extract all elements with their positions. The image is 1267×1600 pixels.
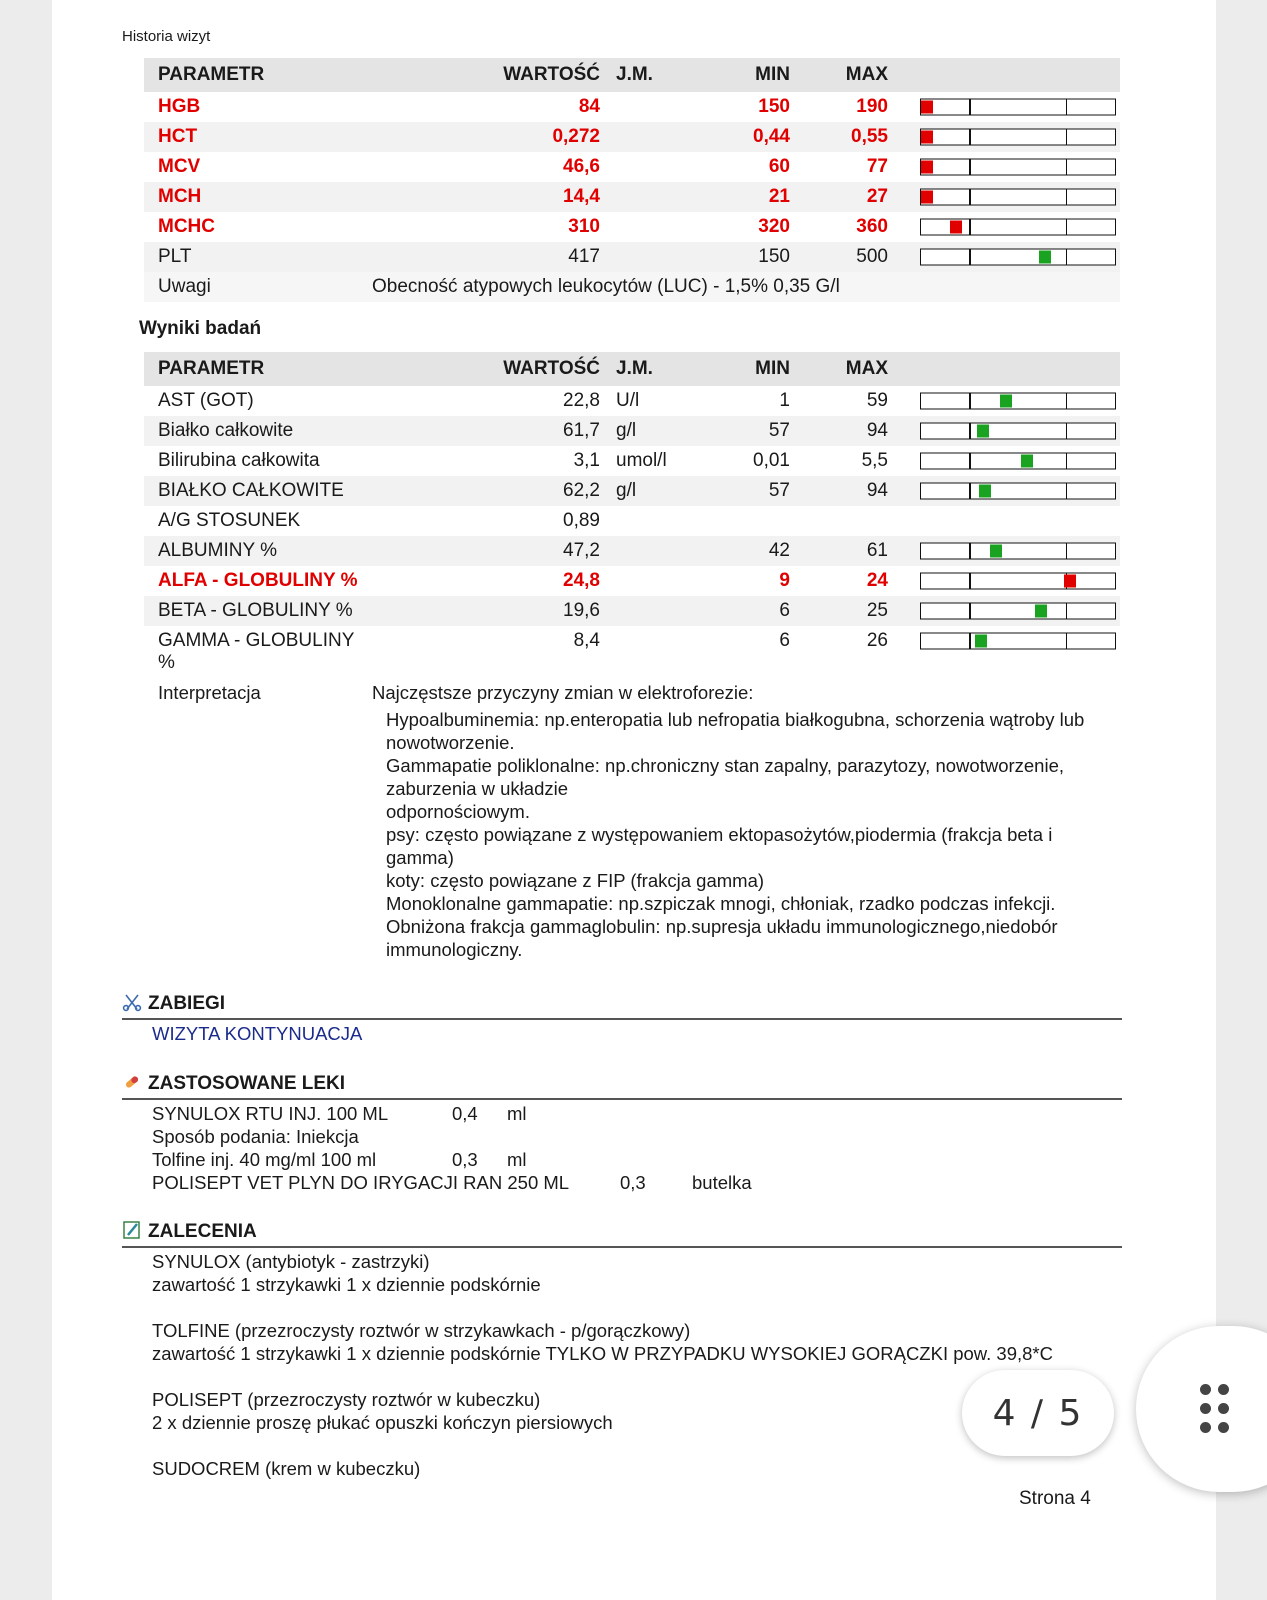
param-min: 1 (779, 390, 790, 411)
range-marker (1064, 575, 1076, 588)
range-tick (1066, 220, 1068, 235)
range-bar (920, 159, 1116, 176)
param-name: MCHC (158, 216, 215, 237)
range-tick (1066, 604, 1068, 619)
drug-qty: 0,3 (452, 1149, 478, 1170)
drug-name: SYNULOX RTU INJ. 100 ML (152, 1103, 389, 1124)
range-tick (969, 130, 971, 145)
recommendation-line: POLISEPT (przezroczysty roztwór w kubeczku) (152, 1389, 541, 1410)
col-unit: J.M. (616, 64, 653, 85)
param-min: 320 (758, 216, 790, 237)
param-max: 59 (866, 390, 888, 411)
param-value: 19,6 (563, 600, 600, 621)
range-tick (969, 484, 971, 499)
table-row (144, 566, 1120, 596)
param-min: 6 (779, 600, 790, 621)
param-max: 5,5 (861, 450, 888, 471)
range-bar (920, 453, 1116, 470)
range-bar (920, 219, 1116, 236)
param-min: 0,01 (753, 450, 790, 471)
param-max: 25 (866, 600, 888, 621)
table-row (144, 506, 1120, 536)
param-name: PLT (158, 246, 192, 267)
range-marker (1039, 251, 1051, 264)
range-bar (920, 423, 1116, 440)
col-min: MIN (755, 358, 790, 379)
param-name: MCH (158, 186, 202, 207)
page-indicator[interactable]: 4 / 5 (962, 1370, 1114, 1456)
interp-line: Obniżona frakcja gammaglobulin: np.supresja układu immunologicznego,niedobór (386, 916, 1058, 937)
range-marker (1021, 455, 1033, 468)
param-max: 0,55 (851, 126, 888, 147)
range-bar (920, 573, 1116, 590)
param-min: 150 (758, 96, 790, 117)
param-value: 47,2 (563, 540, 600, 561)
param-name: BETA - GLOBULINY % (158, 600, 353, 621)
interp-line: Hypoalbuminemia: np.enteropatia lub nefropatia białkogubna, schorzenia wątroby lub (386, 709, 1085, 730)
table-row (144, 386, 1120, 416)
range-tick (969, 394, 971, 409)
param-value: 417 (568, 246, 600, 267)
table-row (144, 152, 1120, 182)
recommendations-title: ZALECENIA (148, 1221, 257, 1242)
scissors-icon (122, 992, 144, 1017)
range-tick (969, 220, 971, 235)
param-value: 84 (578, 96, 600, 117)
param-value: 22,8 (563, 390, 600, 411)
param-name: Białko całkowite (158, 420, 294, 441)
col-max: MAX (845, 358, 888, 379)
table-row (144, 446, 1120, 476)
param-unit: g/l (616, 420, 637, 441)
interp-line: koty: często powiązane z FIP (frakcja gamma) (386, 870, 765, 891)
range-tick (1066, 394, 1068, 409)
interp-line: odpornościowym. (386, 801, 530, 822)
param-name: HCT (158, 126, 198, 147)
drug-item (152, 1102, 1122, 1125)
drug-item (152, 1125, 1122, 1148)
document-page (52, 0, 1216, 1600)
interp-line: nowotworzenie. (386, 732, 515, 753)
range-marker (921, 101, 933, 114)
interp-line: Monoklonalne gammapatie: np.szpiczak mnogi, chłoniak, rzadko podczas infekcji. (386, 893, 1056, 914)
param-name: ALBUMINY % (158, 540, 277, 561)
param-max: 360 (856, 216, 888, 237)
interp-lines (386, 708, 1106, 961)
range-marker (950, 221, 962, 234)
table-row (144, 596, 1120, 626)
table-row (144, 122, 1120, 152)
range-bar (920, 249, 1116, 266)
param-name: MCV (158, 156, 201, 177)
range-tick (969, 604, 971, 619)
drug-qty: 0,3 (620, 1172, 646, 1193)
table-row (144, 416, 1120, 446)
param-name: A/G STOSUNEK (158, 510, 301, 531)
col-min: MIN (755, 64, 790, 85)
col-value: WARTOŚĆ (503, 64, 600, 85)
col-max: MAX (845, 64, 888, 85)
param-name: GAMMA - GLOBULINY % (158, 630, 355, 673)
drug-item (152, 1148, 1122, 1171)
range-tick (969, 160, 971, 175)
param-value: 0,89 (563, 510, 600, 531)
param-value: 0,272 (552, 126, 600, 147)
param-value: 3,1 (573, 450, 600, 471)
param-value: 62,2 (563, 480, 600, 501)
param-value: 310 (568, 216, 600, 237)
param-name: HGB (158, 96, 201, 117)
param-min: 9 (779, 570, 790, 591)
param-unit: umol/l (616, 450, 667, 471)
section-title-results: Wyniki badań (139, 318, 262, 339)
range-tick (1066, 424, 1068, 439)
range-bar (920, 99, 1116, 116)
range-bar (920, 633, 1116, 650)
table-row (144, 626, 1120, 678)
drug-name: Tolfine inj. 40 mg/ml 100 ml (152, 1149, 377, 1170)
param-min: 57 (768, 480, 790, 501)
param-unit: U/l (616, 390, 640, 411)
recommendation-line: SYNULOX (antybiotyk - zastrzyki) (152, 1251, 430, 1272)
table-row (144, 212, 1120, 242)
param-name: AST (GOT) (158, 390, 254, 411)
range-marker (979, 485, 991, 498)
drug-item (152, 1171, 1122, 1194)
interp-line: psy: często powiązane z występowaniem ektopasożytów,piodermia (frakcja beta i (386, 824, 1053, 845)
note-edit-icon (122, 1220, 144, 1245)
interp-line: gamma) (386, 847, 454, 868)
param-value: 61,7 (563, 420, 600, 441)
notes-label: Uwagi (158, 276, 211, 297)
param-value: 24,8 (563, 570, 600, 591)
recommendation-line: zawartość 1 strzykawki 1 x dziennie podskórnie (152, 1274, 541, 1295)
range-tick (1066, 544, 1068, 559)
notes-text: Obecność atypowych leukocytów (LUC) - 1,5% 0,35 G/l (372, 276, 840, 297)
range-bar (920, 393, 1116, 410)
param-max: 500 (856, 246, 888, 267)
table-row (144, 476, 1120, 506)
recommendation-line (152, 1296, 1122, 1319)
table-row (144, 536, 1120, 566)
col-value: WARTOŚĆ (503, 358, 600, 379)
interp-label: Interpretacja (158, 682, 261, 703)
pill-icon (122, 1072, 144, 1097)
param-max: 94 (866, 420, 888, 441)
range-tick (1066, 100, 1068, 115)
range-tick (969, 634, 971, 649)
drug-qty: 0,4 (452, 1103, 478, 1124)
range-tick (969, 190, 971, 205)
hematology-table (144, 58, 1120, 302)
param-max: 61 (866, 540, 888, 561)
drug-qty (452, 1125, 507, 1148)
recommendation-line: SUDOCREM (krem w kubeczku) (152, 1458, 421, 1479)
interp-line: Gammapatie poliklonalne: np.chroniczny stan zapalny, parazytozy, nowotworzenie, (386, 755, 1065, 776)
range-tick (1066, 250, 1068, 265)
col-unit: J.M. (616, 358, 653, 379)
table-header (144, 352, 1120, 386)
range-marker (1035, 605, 1047, 618)
range-bar (920, 129, 1116, 146)
range-tick (1066, 190, 1068, 205)
procedures-title: ZABIEGI (148, 993, 226, 1014)
param-value: 46,6 (563, 156, 600, 177)
page-number: Strona 4 (1019, 1488, 1091, 1509)
param-min: 0,44 (753, 126, 790, 147)
param-name: BIAŁKO CAŁKOWITE (158, 480, 344, 501)
procedures-section (122, 992, 1122, 1045)
param-max: 26 (866, 630, 888, 651)
drug-unit: butelka (692, 1172, 752, 1193)
range-marker (921, 131, 933, 144)
param-min: 21 (768, 186, 790, 207)
col-param: PARAMETR (158, 64, 265, 85)
recommendation-line: 2 x dziennie proszę płukać opuszki kończyn piersiowych (152, 1412, 613, 1433)
range-tick (1066, 634, 1068, 649)
param-min: 6 (779, 630, 790, 651)
range-marker (977, 425, 989, 438)
range-marker (921, 191, 933, 204)
page-title: Historia wizyt (122, 28, 211, 45)
recommendation-line: TOLFINE (przezroczysty roztwór w strzykawkach - p/gorączkowy) (152, 1320, 691, 1341)
param-max: 190 (856, 96, 888, 117)
param-value: 14,4 (563, 186, 600, 207)
col-param: PARAMETR (158, 358, 265, 379)
range-tick (1066, 454, 1068, 469)
drug-unit: ml (507, 1103, 527, 1124)
param-unit: g/l (616, 480, 637, 501)
range-bar (920, 543, 1116, 560)
table-row (144, 92, 1120, 122)
interp-heading: Najczęstsze przyczyny zmian w elektroforezie: (372, 682, 754, 703)
interp-line: immunologiczny. (386, 939, 523, 960)
recommendation-line: zawartość 1 strzykawki 1 x dziennie podskórnie TYLKO W PRZYPADKU WYSOKIEJ GORĄCZKI pow. 39,8*C (152, 1343, 1053, 1364)
range-tick (969, 250, 971, 265)
range-marker (1000, 395, 1012, 408)
param-min: 42 (768, 540, 790, 561)
range-tick (1066, 484, 1068, 499)
table-row (144, 242, 1120, 272)
range-tick (969, 100, 971, 115)
range-tick (1066, 130, 1068, 145)
range-tick (1066, 160, 1068, 175)
range-tick (969, 574, 971, 589)
table-header (144, 58, 1120, 92)
procedure-link[interactable]: WIZYTA KONTYNUACJA (152, 1023, 363, 1044)
range-tick (969, 454, 971, 469)
interp-line: zaburzenia w układzie (386, 778, 569, 799)
param-max: 94 (866, 480, 888, 501)
drugs-title: ZASTOSOWANE LEKI (148, 1073, 346, 1094)
param-max: 27 (866, 186, 888, 207)
range-bar (920, 603, 1116, 620)
table-row (144, 182, 1120, 212)
param-value: 8,4 (573, 630, 600, 651)
drug-name: POLISEPT VET PLYN DO IRYGACJI RAN 250 ML (152, 1172, 570, 1193)
range-tick (969, 544, 971, 559)
drug-unit: ml (507, 1149, 527, 1170)
param-name: ALFA - GLOBULINY % (158, 570, 358, 591)
range-marker (975, 635, 987, 648)
param-min: 60 (768, 156, 790, 177)
range-bar (920, 189, 1116, 206)
biochem-table (144, 352, 1120, 678)
range-tick (969, 424, 971, 439)
param-max: 24 (866, 570, 888, 591)
range-bar (920, 483, 1116, 500)
param-name: Bilirubina całkowita (158, 450, 320, 471)
param-min: 57 (768, 420, 790, 441)
param-min: 150 (758, 246, 790, 267)
param-max: 77 (866, 156, 888, 177)
drug-name: Sposób podania: Iniekcja (152, 1126, 359, 1147)
drugs-section (122, 1072, 1122, 1194)
range-marker (990, 545, 1002, 558)
range-marker (921, 161, 933, 174)
notes-row (144, 272, 1120, 302)
